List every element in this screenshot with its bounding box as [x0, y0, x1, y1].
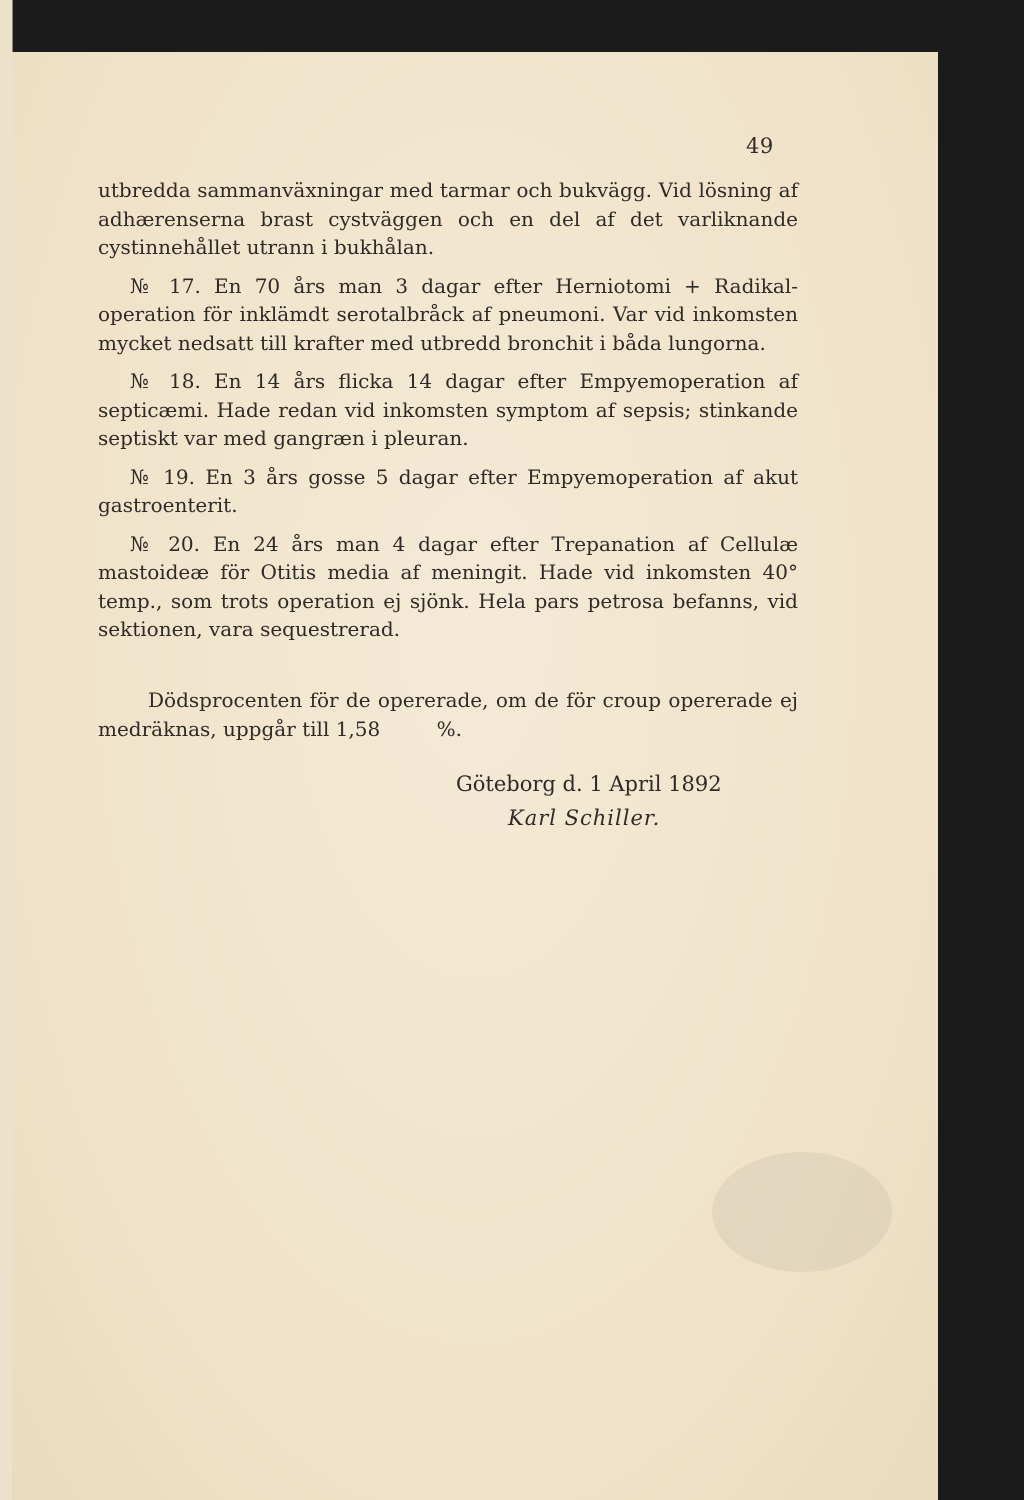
closing-statement: [98, 686, 798, 743]
paragraph-case-20: № 20. En 24 års man 4 dagar efter Trepanation af Cellulæ mastoideæ för Otitis media af meningit. Hade vid inkomsten 40° temp., som trots operation ej sjönk. Hela pars petrosa befanns, vid sektionen, vara sequestrerad.: [98, 531, 798, 641]
closing-paragraph: [98, 686, 798, 743]
paragraph-case-19: № 19. En 3 års gosse 5 dagar efter Empyemoperation af akut gastroenterit.: [98, 464, 798, 517]
signature: Karl Schiller.: [508, 806, 661, 830]
place-date: Göteborg d. 1 April 1892: [456, 772, 722, 796]
closing-text: Dödsprocenten för de opererade, om de för croup opererade ej medräknas, uppgår till 1,58: [98, 688, 798, 741]
page-number: 49: [746, 134, 774, 158]
document-page: [12, 52, 938, 1500]
paragraph-case-17: № 17. En 70 års man 3 dagar efter Herniotomi + Radikal-operation för inklämdt serotalbråck af pneumoni. Var vid inkomsten mycket nedsatt till krafter med utbredd bronchit i båda lungorna.: [98, 273, 798, 355]
percent-unit: %.: [436, 716, 462, 741]
body-text: [98, 176, 798, 654]
paper-stain: [712, 1152, 892, 1272]
paragraph-continuation: utbredda sammanväxningar med tarmar och bukvägg. Vid lösning af adhærenserna brast cystväggen och en del af det varliknande cystinnehållet utrann i bukhålan.: [98, 178, 798, 259]
paragraph-case-18: № 18. En 14 års flicka 14 dagar efter Empyemoperation af septicæmi. Hade redan vid inkomsten symptom af sepsis; stinkande septiskt var med gangræn i pleuran.: [98, 369, 798, 450]
